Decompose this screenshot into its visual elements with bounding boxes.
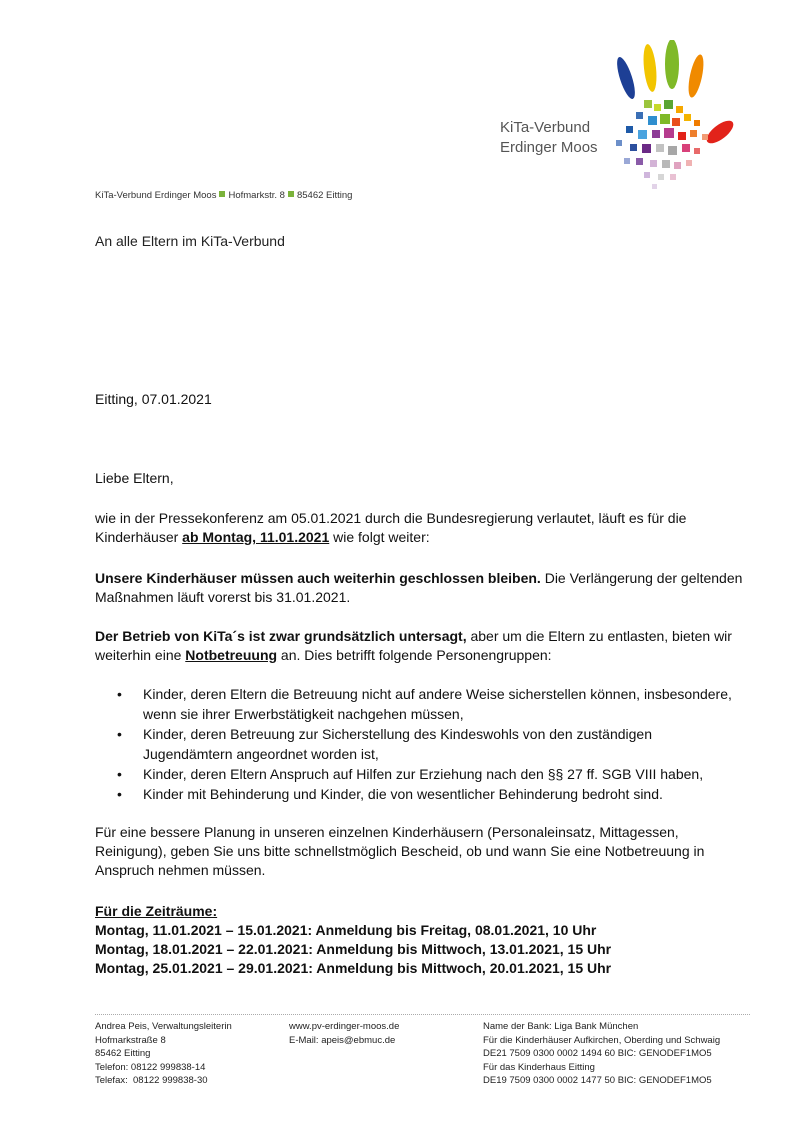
notbetreuung-emphasis: Notbetreuung [185,647,278,663]
separator-square-icon [288,191,294,197]
intro-date-emphasis: ab Montag, 11.01.2021 [182,529,330,545]
footer-line: Name der Bank: Liga Bank München [483,1021,639,1032]
closure-rest: Die Verlängerung der geltenden Maßnahmen läuft vorerst bis 31.01.2021. [95,570,743,605]
intro-text-end: wie folgt weiter: [329,529,430,545]
period-line: Montag, 25.01.2021 – 29.01.2021: Anmeldung bis Mittwoch, 20.01.2021, 15 Uhr [95,960,612,976]
list-item: • Kinder, deren Eltern die Betreuung nicht auf andere Weise sicherstellen können, insbesondere, wenn sie ihrer Erwerbstätigkeit nachgehen müssen, [143,684,745,724]
eligible-groups-list [95,684,745,804]
separator-square-icon [219,191,225,197]
footer-line: 85462 Eitting [95,1048,151,1059]
footer-web-column [289,1020,469,1047]
finger-yellow-icon [642,44,659,93]
list-item: • Kinder mit Behinderung und Kinder, die von wesentlicher Behinderung bedroht sind. [143,784,745,804]
finger-blue-icon [613,55,638,101]
notbetreuung-mid: aber um die Eltern zu entlasten, bieten wir weiterhin eine [95,628,732,663]
footer-line: Für das Kinderhaus Eitting [483,1061,595,1073]
sender-street: Hofmarkstr. 8 [228,190,285,201]
recipient-line: An alle Eltern im KiTa-Verbund [95,233,285,249]
paragraph-intro [95,509,745,547]
footer-line: DE21 7509 0300 0002 1494 60 BIC: GENODEF1MO5 [483,1048,712,1059]
footer-line: DE19 7509 0300 0002 1477 50 BIC: GENODEF1MO5 [483,1075,712,1086]
periods-heading: Für die Zeiträume: [95,903,218,919]
paragraph-notbetreuung [95,627,745,665]
footer-line: Hofmarkstraße 8 [95,1034,166,1046]
org-name-line2: Erdinger Moos [500,139,598,156]
sender-city: 85462 Eitting [296,190,353,201]
date-line: Eitting, 07.01.2021 [95,391,212,407]
footer-website-link[interactable]: www.pv-erdinger-moos.de [289,1021,400,1032]
org-name-line1: KiTa-Verbund [500,119,591,136]
footer-contact-column [95,1020,285,1088]
footer-bank-column [483,1020,753,1088]
footer-line: Andrea Peis, Verwaltungsleiterin [95,1021,232,1032]
notbetreuung-bold: Der Betrieb von KiTa´s ist zwar grundsätzlich untersagt, [95,628,467,644]
closure-bold: Unsere Kinderhäuser müssen auch weiterhin geschlossen bleiben. [95,570,541,586]
sender-org: KiTa-Verbund Erdinger Moos [95,190,217,201]
organization-name [500,118,598,158]
sender-address-line [95,190,352,201]
paragraph-planning: Für eine bessere Planung in unseren einzelnen Kinderhäusern (Personaleinsatz, Mittagessen, Reinigung), geben Sie uns bitte schnellstmöglich Bescheid, ob und wann Sie eine Notbetreuung in Anspruch nehmen müssen. [95,824,705,878]
period-line: Montag, 11.01.2021 – 15.01.2021: Anmeldung bis Freitag, 08.01.2021, 10 Uhr [95,922,597,938]
finger-orange-icon [686,53,707,99]
footer-line: Telefon: 08122 999838-14 [95,1061,206,1073]
palm-pixels-icon [616,100,708,189]
paragraph-closure [95,569,745,607]
registration-periods [95,902,611,978]
footer-line: Telefax: 08122 999838-30 [95,1075,208,1086]
list-item: • Kinder, deren Betreuung zur Sicherstellung des Kindeswohls von den zuständigen Jugendämtern angeordnet worden ist, [143,724,745,764]
list-item: • Kinder, deren Eltern Anspruch auf Hilfen zur Erziehung nach den §§ 27 ff. SGB VIII haben, [143,764,745,784]
finger-green-icon [665,40,679,89]
intro-text: wie in der Pressekonferenz am 05.01.2021 durch die Bundesregierung verlautet, läuft es für die Kinderhäuser [95,510,687,545]
footer-divider [95,1014,750,1015]
notbetreuung-post: an. Dies betrifft folgende Personengruppen: [277,647,552,663]
footer-line: Für die Kinderhäuser Aufkirchen, Oberding und Schwaig [483,1034,721,1046]
period-line: Montag, 18.01.2021 – 22.01.2021: Anmeldung bis Mittwoch, 13.01.2021, 15 Uhr [95,941,612,957]
kita-hand-logo [608,40,738,190]
salutation: Liebe Eltern, [95,470,174,486]
footer-email-link[interactable]: E-Mail: apeis@ebmuc.de [289,1034,396,1046]
thumb-red-icon [703,117,737,148]
